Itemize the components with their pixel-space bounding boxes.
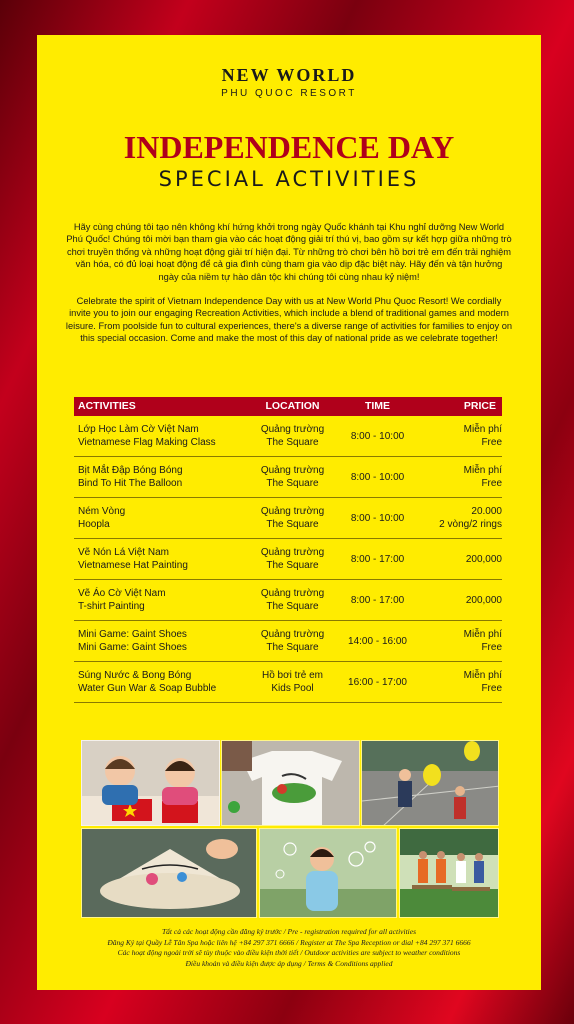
price-en: Free [481,478,502,489]
activity-time: 8:00 - 10:00 [350,430,405,442]
poster-title [37,131,541,191]
activity-name-en: Bind To Hit The Balloon [78,478,183,489]
header-price: PRICE [463,400,496,412]
giant-shoes-photo [399,828,499,918]
activity-time: 8:00 - 10:00 [350,471,405,483]
activity-time: 16:00 - 17:00 [348,676,407,688]
table-row [74,621,502,662]
location-vi: Quảng trường [260,547,325,558]
table-header [74,397,502,416]
price-vi: 200,000 [465,553,502,565]
activity-name-vi: Vẽ Áo Cờ Việt Nam [78,588,166,599]
brand-name: NEW WORLD [221,65,357,85]
table-row [74,662,502,703]
activity-time: 8:00 - 10:00 [350,512,405,524]
activity-name-vi: Vẽ Nón Lá Việt Nam [78,547,169,558]
activity-name-en: T-shirt Painting [78,601,145,612]
table-row [74,539,502,580]
activity-name-vi: Mini Game: Gaint Shoes [78,629,187,640]
price-vi: Miễn phí [463,629,502,640]
footer-line: Các hoạt động ngoài trời sẽ tùy thuộc vào điều kiện thời tiết / Outdoor activities are subject to weather conditions [117,948,461,958]
price-en: Free [481,683,502,694]
activity-name-en: Mini Game: Gaint Shoes [78,642,187,653]
activity-time: 8:00 - 17:00 [350,553,405,565]
price-en: Free [481,437,502,448]
intro-text [37,221,541,345]
location-vi: Quảng trường [260,588,325,599]
activity-time: 14:00 - 16:00 [348,635,407,647]
location-en: The Square [266,437,319,448]
brand-subtitle: PHU QUOC RESORT [221,88,357,99]
event-poster [37,35,541,990]
location-vi: Quảng trường [260,506,325,517]
activity-name-en: Vietnamese Hat Painting [78,560,188,571]
activity-name-vi: Súng Nước & Bong Bóng [78,670,192,681]
activities-table [74,397,502,703]
location-en: The Square [266,642,319,653]
location-vi: Hồ bơi trẻ em [261,670,324,681]
title-sub: SPECIAL ACTIVITIES [158,167,420,191]
activity-name-en: Water Gun War & Soap Bubble [78,683,217,694]
price-vi: Miễn phí [463,424,502,435]
tshirt-painting-photo [221,740,360,826]
table-row [74,498,502,539]
location-vi: Quảng trường [260,424,325,435]
location-vi: Quảng trường [260,629,325,640]
kids-flag-making-photo [81,740,220,826]
header-location: LOCATION [265,400,320,412]
location-vi: Quảng trường [260,465,325,476]
soap-bubble-photo [259,828,397,918]
header-time: TIME [364,400,391,412]
footer-notes [37,927,541,969]
balloon-game-photo [361,740,499,826]
brand-logo [37,65,541,99]
header-activities: ACTIVITIES [78,400,136,412]
location-en: Kids Pool [271,683,314,694]
table-row [74,457,502,498]
footer-line: Điều khoản và điều kiện được áp dụng / Terms & Conditions applied [185,958,393,968]
footer-line: Đăng Ký tại Quầy Lễ Tân Spa hoặc liên hệ +84 297 371 6666 / Register at The Spa Reception or dial +84 297 371 6666 [107,937,471,947]
intro-english: Celebrate the spirit of Vietnam Independence Day with us at New World Phu Quoc Resort! We cordially invite you to join our engaging Recreation Activities, which include a blend of traditional games and modern leisure. From poolside fun to cultural experiences, there's a diverse range of activities for families to enjoy on this special occasion. Come and make the most of this day of national pride as we celebrate together! [65,296,513,344]
price-en: Free [481,642,502,653]
price-vi: Miễn phí [463,465,502,476]
price-vi: Miễn phí [463,670,502,681]
activity-name-en: Vietnamese Flag Making Class [78,437,216,448]
footer-line: Tất cả các hoạt động cần đăng ký trước / Pre - registration required for all activities [161,927,417,936]
location-en: The Square [266,478,319,489]
table-row [74,416,502,457]
photo-collage [81,740,499,918]
title-main: INDEPENDENCE DAY [123,129,455,165]
table-row [74,580,502,621]
price-en: 2 vòng/2 rings [439,519,502,530]
location-en: The Square [266,519,319,530]
activity-name-vi: Bịt Mắt Đập Bóng Bóng [78,465,183,476]
hat-painting-photo [81,828,257,918]
location-en: The Square [266,560,319,571]
intro-vietnamese: Hãy cùng chúng tôi tạo nên không khí hứng khởi trong ngày Quốc khánh tại Khu nghỉ dưỡng New World Phú Quốc! Chúng tôi mời bạn tham gia vào các hoạt động giải trí thú vị, bao gồm sự kết hợp giữa những trò chơi truyền thống và những hoạt động giải trí hiện đại. Từ những trò chơi bên hồ bơi trẻ em đến trải nghiệm văn hóa, có đủ loại hoạt động để cả gia đình cùng tham gia vào dịp đặc biệt này. Hãy đến và tận hưởng ngày của niềm tự hào dân tộc khi chúng tôi cùng nhau kỷ niệm! [66,222,512,282]
activity-name-vi: Lớp Học Làm Cờ Việt Nam [78,424,199,435]
activity-name-vi: Ném Vòng [78,506,126,517]
location-en: The Square [266,601,319,612]
price-vi: 200,000 [465,594,502,606]
activity-time: 8:00 - 17:00 [350,594,405,606]
activity-name-en: Hoopla [78,519,110,530]
price-vi: 20.000 [471,506,502,517]
